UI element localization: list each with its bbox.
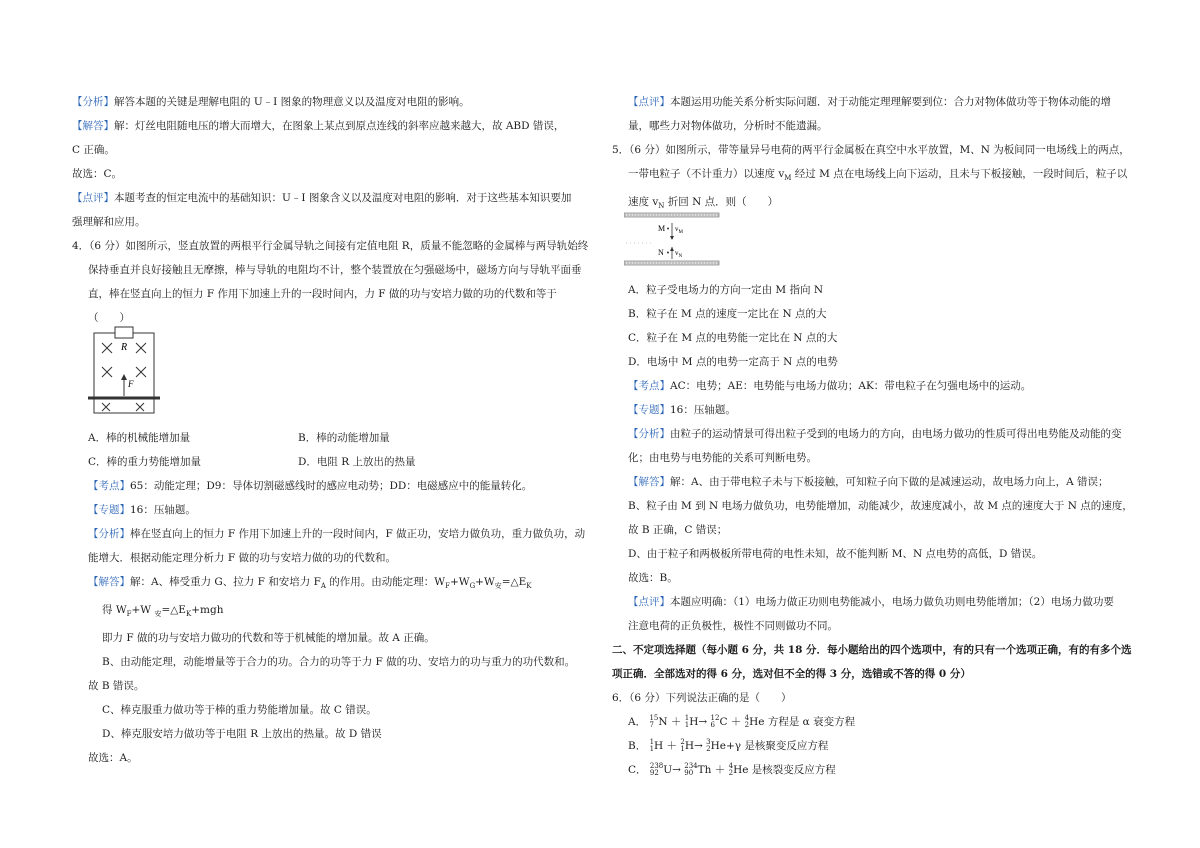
q5-zhuanti: 【专题】16：压轴题。	[628, 404, 736, 417]
q5-fenxi: 【分析】由粒子的运动情景可得出粒子受到的电场力的方向，由电场力做功的性质可得出电势能及动能的变	[628, 428, 1122, 441]
r-label: R	[121, 342, 128, 353]
resistor-symbol	[115, 327, 133, 338]
solution-line: 【解答】解：灯丝电阻随电压的增大而增大，在图象上某点到原点连线的斜率应越来越大，故 ABD 错误，	[72, 120, 565, 132]
q4-fenxi: 能增大．根据动能定理分析力 F 做的功与安培力做的功的代数和。	[88, 552, 396, 564]
rails-figure-svg	[88, 323, 168, 417]
q3-comment: 量，哪些力对物体做功，分析时不能遗漏。	[628, 120, 828, 132]
q4-jieda-line: B、由动能定理，动能增量等于合力的功。合力的功等于力 F 做的功、安培力的功与重力的功代数和。	[102, 656, 576, 669]
q4-options-row	[72, 426, 592, 450]
left-column	[72, 90, 592, 770]
q5-dianping: 【点评】本题应明确：（1）电场力做正功则电势能减小，电场力做负功则电势能增加；（2）电场力做功要	[628, 596, 1114, 609]
section-heading: 二、不定项选择题（每小题 6 分，共 18 分．每小题给出的四个选项中，有的只有一个选项正确，有的有多个选	[612, 644, 1132, 657]
q5-fenxi: 化；由电势与电势能的关系可判断电势。	[628, 452, 817, 465]
q4-jieda-line: D、棒克服安培力做功等于电阻 R 上放出的热量。故 D 错误	[102, 728, 382, 741]
option-a: A．粒子受电场力的方向一定由 M 指向 N	[628, 284, 824, 297]
m-label: M	[658, 224, 666, 233]
upper-plate	[624, 213, 719, 217]
q5-stem-line: 一带电粒子（不计重力）以速度 $v_M$ 经过 M 点在电场线上向下运动，且未与下板接触，一段时间后，粒子以	[628, 168, 1128, 183]
q5-stem-line: 5．（6 分）如图所示，带等量异号电荷的两平行金属板在真空中水平放置，M、N 为板间同一电场线上的两点，	[612, 144, 1130, 156]
q4-jieda-line: 即力 F 做的功与安培力做功的代数和等于机械能的增加量。故 A 正确。	[102, 632, 435, 645]
svg-text:vN: $v_N$	[675, 249, 683, 259]
q5-dianping: 注意电荷的正负极性，极性不同则做功不同。	[628, 620, 838, 633]
option-b: B．粒子在 M 点的速度一定比在 N 点的大	[628, 308, 827, 321]
n-point	[667, 252, 669, 254]
q4-jieda-line: C、棒克服重力做功等于棒的重力势能增加量。故 C 错误。	[102, 704, 377, 717]
q5-stem-line: 速度 $v_N$ 折回 N 点．则（ ）	[628, 196, 779, 211]
q4-stem-line: 保持垂直并良好接触且无摩擦，棒与导轨的电阻均不计，整个装置放在匀强磁场中，磁场方向与导轨平面垂	[88, 264, 582, 276]
option-c: C．粒子在 M 点的电势能一定比在 N 点的大	[628, 332, 838, 345]
q5-jieda: 【解答】解：A、由于带电粒子未与下板接触，可知粒子向下做的是减速运动，故电场力向上，A 错误；	[628, 476, 1109, 489]
q4-circuit-figure	[88, 323, 168, 421]
plates-figure-svg	[624, 211, 724, 271]
option-b: B．棒的动能增加量	[298, 432, 390, 444]
option-d: D．电场中 M 点的电势一定高于 N 点的电势	[628, 356, 838, 369]
comment-line: 【点评】本题考查的恒定电流中的基础知识：U﹣I 图象含义以及温度对电阻的影响．对于这些基本知识要加	[72, 192, 572, 204]
q5-answer: 故选：B。	[628, 572, 678, 585]
q4-fenxi: 【分析】棒在竖直向上的恒力 F 作用下加速上升的一段时间内，F 做正功，安培力做负功，重力做负功，动	[88, 528, 586, 540]
q5-jieda: D、由于粒子和两极板所带电荷的电性未知，故不能判断 M、N 点电势的高低，D 错误。	[628, 548, 1043, 561]
q6-option-b: B． 1 1 H ＋ 2 1 H→ 3 2 He+γ 是核聚变反应方程	[628, 738, 829, 754]
analysis-line: 【分析】解答本题的关键是理解电阻的 U﹣I 图象的物理意义以及温度对电阻的影响。	[72, 96, 470, 108]
text-line: 强理解和应用。	[72, 216, 146, 228]
text-line: C 正确。	[72, 144, 115, 156]
right-column	[612, 90, 1142, 782]
q5-jieda: 故 B 正确，C 错误；	[628, 524, 728, 537]
q6-option-a: A． 15 7 N ＋ 1 1 H→ 12 6 C ＋ 4 2 He 方程是 α 衰变方程	[628, 714, 856, 730]
q6-option-c: C． 238 92 U→ 234 90 Th ＋ 4 2 He 是核裂变反应方程	[628, 762, 836, 778]
q3-comment: 【点评】本题运用功能关系分析实际问题．对于动能定理理解要到位：合力对物体做功等于物体动能的增	[628, 96, 1111, 108]
option-a: A．棒的机械能增加量	[88, 432, 191, 444]
q4-kaodian: 【考点】65：动能定理；D9：导体切割磁感线时的感应电动势；DD：电磁感应中的能量转化。	[88, 480, 533, 492]
f-label: F	[128, 379, 134, 389]
answer-line: 故选：C。	[72, 168, 123, 180]
force-arrow-head	[121, 374, 127, 380]
q4-stem-line: 4．（6 分）如图所示，竖直放置的两根平行金属导轨之间接有定值电阻 R，质量不能忽略的金属棒与两导轨始终	[72, 240, 589, 252]
m-point	[667, 228, 669, 230]
q4-stem-line: （ ）	[88, 312, 130, 324]
section-heading: 项正确．全部选对的得 6 分，选对但不全的得 3 分，选错或不答的得 0 分）	[612, 668, 971, 681]
lower-plate	[624, 261, 719, 265]
q4-jieda: 【解答】解：A、棒受重力 G、拉力 F 和安培力 $F_A$ 的作用。由动能定理：$W_F+W_G+W_安=\triangle E_K$	[88, 576, 532, 591]
q6-stem: 6．（6 分）下列说法正确的是（ ）	[612, 692, 792, 705]
q5-jieda: B、粒子由 M 到 N 电场力做负功，电势能增加，动能减少，故速度减小，故 M 点的速度大于 N 点的速度，	[628, 500, 1133, 513]
n-label: N	[658, 248, 664, 257]
q4-jieda-line: 故 B 错误。	[88, 680, 145, 693]
q4-zhuanti: 【专题】16：压轴题。	[88, 504, 196, 516]
q4-jieda-line: 得 $W_F+W$ $_安=\triangle E_K+mgh$	[102, 604, 224, 619]
q4-stem-line: 直，棒在竖直向上的恒力 F 作用下加速上升的一段时间内，力 F 做的功与安培力做的功的代数和等于	[88, 288, 557, 300]
q5-plates-figure	[624, 211, 724, 275]
svg-text:vM: $v_M$	[675, 225, 683, 235]
q4-options-row	[72, 450, 592, 474]
option-d: D．电阻 R 上放出的热量	[298, 456, 416, 468]
option-c: C．棒的重力势能增加量	[88, 456, 202, 468]
q5-kaodian: 【考点】AC：电势；AE：电势能与电场力做功；AK：带电粒子在匀强电场中的运动。	[628, 380, 1032, 393]
q4-answer: 故选：A。	[88, 752, 138, 765]
